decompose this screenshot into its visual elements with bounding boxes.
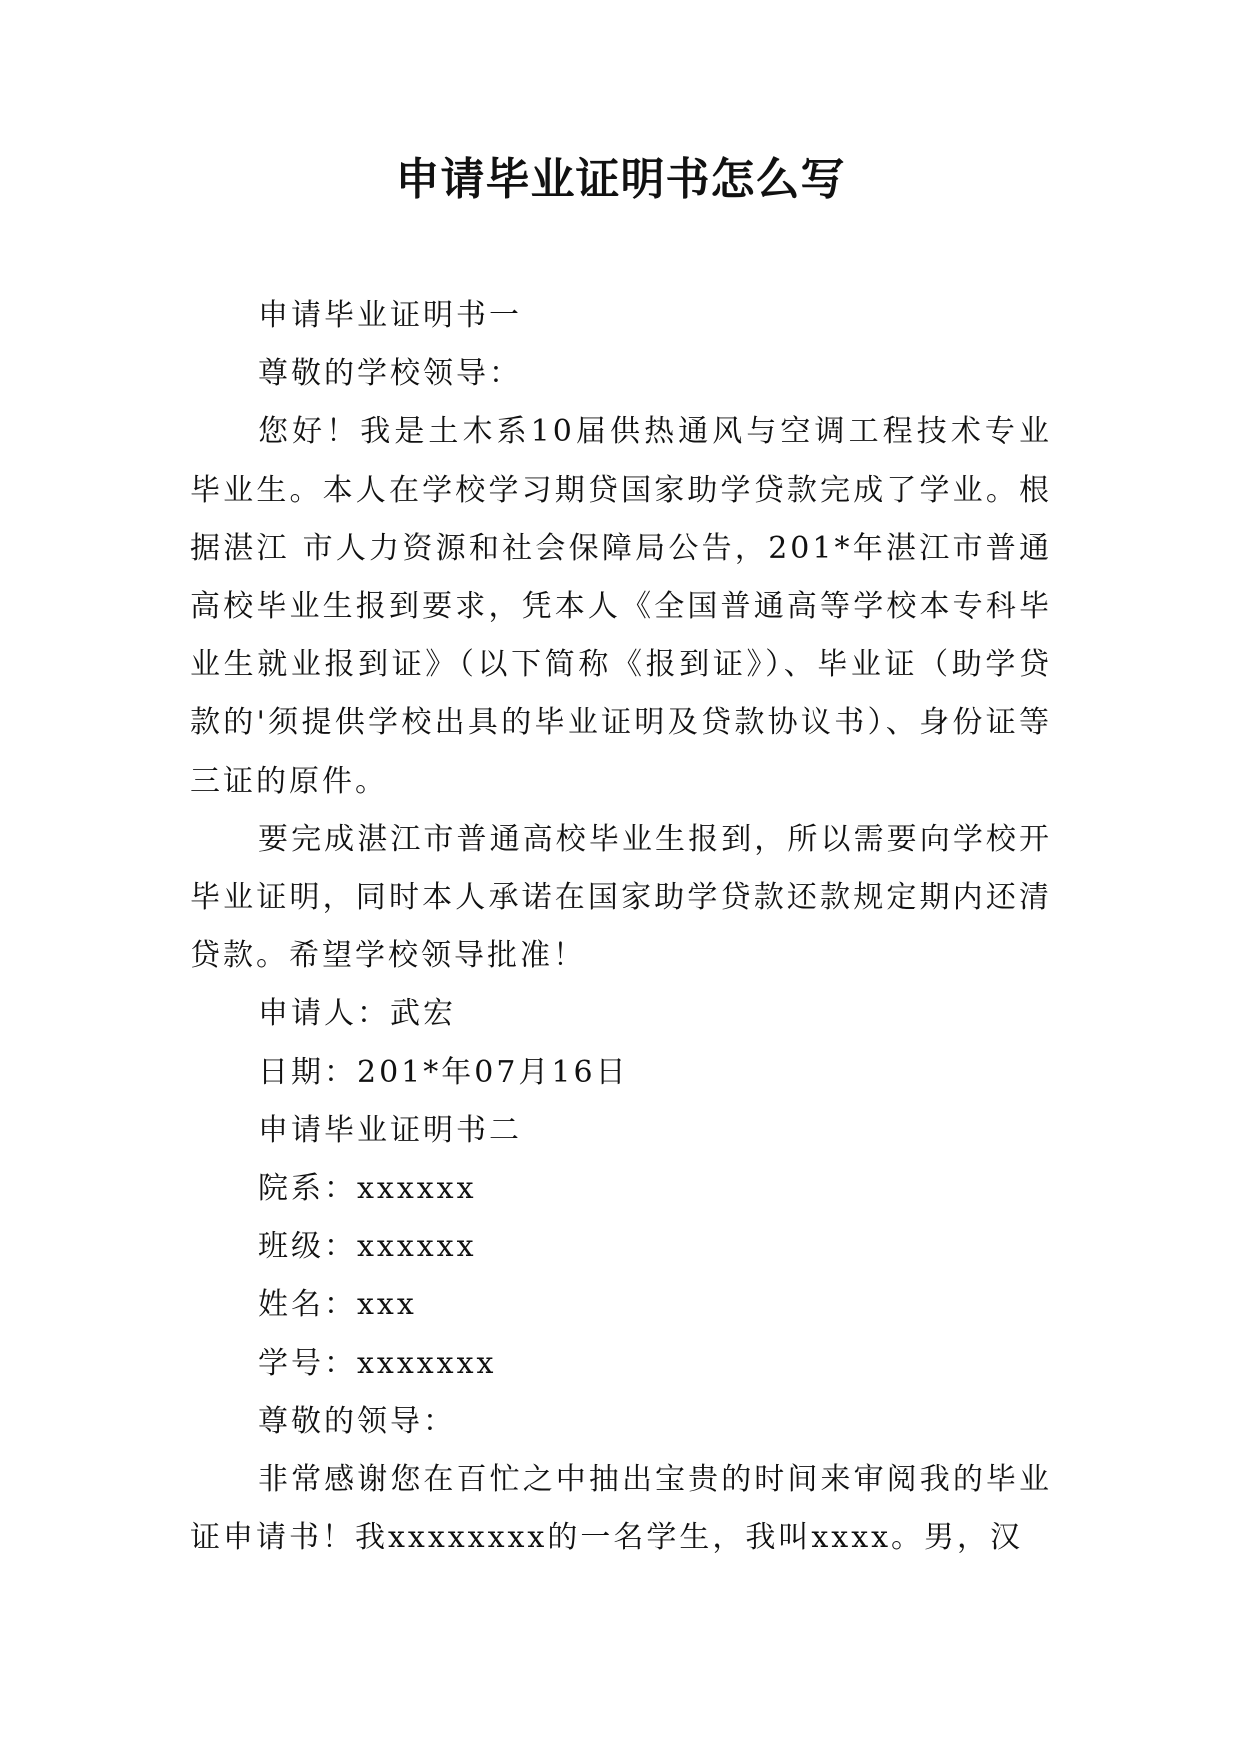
student-id-line: 学号：xxxxxxx <box>258 1345 497 1381</box>
name-line: 姓名：xxx <box>258 1287 417 1323</box>
date-line: 日期：201*年07月16日 <box>258 1054 629 1090</box>
class-line: 班级：xxxxxx <box>258 1229 477 1265</box>
section2-salutation: 尊敬的领导： <box>258 1403 456 1439</box>
document-title: 申请毕业证明书怎么写 <box>395 154 846 205</box>
section1-salutation: 尊敬的学校领导： <box>258 356 522 392</box>
section1-paragraph-2: 要完成湛江市普通高校毕业生报到，所以需要向学校开毕业证明，同时本人承诺在国家助学贷款还款规定期内还清贷款。希望学校领导批准！ <box>190 821 1052 974</box>
section1-paragraph-1: 您好！我是土木系10届供热通风与空调工程技术专业毕业生。本人在学校学习期贷国家助学贷款完成了学业。根据湛江 市人力资源和社会保障局公告，201*年湛江市普通高校毕业生报到要求，凭本人《全国普通高等学校本专科毕业生就业报到证》（以下简称《报到证》）、毕业证（助学贷款的'须提供学校出具的毕业证明及贷款协议书）、身份证等三证的原件。 <box>190 414 1052 799</box>
section2-heading: 申请毕业证明书二 <box>258 1112 522 1148</box>
section2-paragraph-1: 非常感谢您在百忙之中抽出宝贵的时间来审阅我的毕业证申请书！我xxxxxxxx的一名学生，我叫xxxx。男，汉 <box>190 1462 1052 1556</box>
section1-heading: 申请毕业证明书一 <box>258 298 522 333</box>
document-body <box>190 287 1052 1567</box>
applicant-line: 申请人：武宏 <box>258 996 456 1032</box>
department-line: 院系：xxxxxx <box>258 1171 477 1207</box>
